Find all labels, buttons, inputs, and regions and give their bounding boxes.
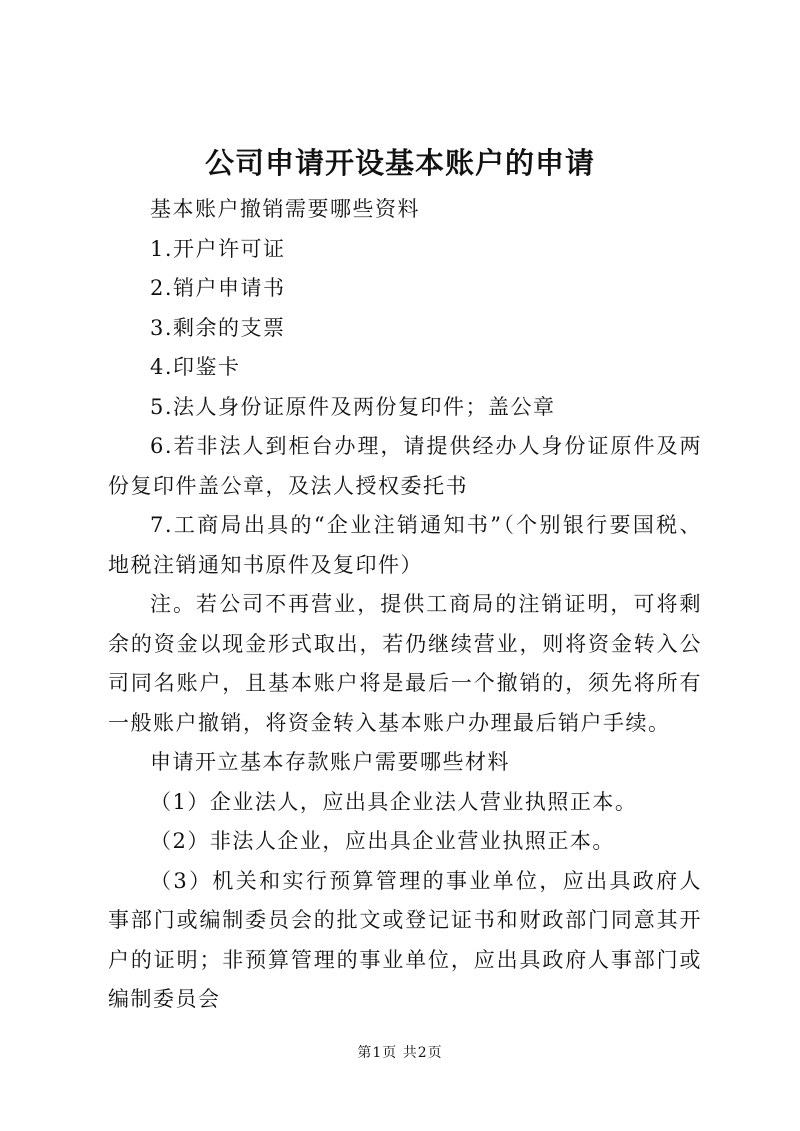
list-item: 6.若非法人到柜台办理，请提供经办人身份证原件及两份复印件盖公章，及法人授权委托书 <box>108 434 702 498</box>
document-body <box>108 190 702 1020</box>
list-item: 7.工商局出具的“企业注销通知书”（个别银行要国税、地税注销通知书原件及复印件） <box>108 513 702 577</box>
list-item: 3.剩余的支票 <box>150 315 286 340</box>
page-number-footer: 第1页 共2页 <box>357 1045 443 1061</box>
list-item: （1）企业法人，应出具企业法人营业执照正本。 <box>150 789 638 814</box>
section-heading-open-materials: 申请开立基本存款账户需要哪些材料 <box>150 750 510 774</box>
list-item: 5.法人身份证原件及两份复印件；盖公章 <box>150 394 556 419</box>
document-title: 公司申请开设基本账户的申请 <box>204 146 595 180</box>
list-item: 4.印鉴卡 <box>150 355 241 379</box>
note-paragraph: 注。若公司不再营业，提供工商局的注销证明，可将剩余的资金以现金形式取出，若仍继续营业，则将资金转入公司同名账户，且基本账户将是最后一个撤销的，须先将所有一般账户撤销，将资金转入基本账户办理最后销户手续。 <box>108 592 702 735</box>
list-item: （2）非法人企业，应出具企业营业执照正本。 <box>150 829 615 853</box>
list-item: （3）机关和实行预算管理的事业单位，应出具政府人事部门或编制委员会的批文或登记证书和财政部门同意其开户的证明；非预算管理的事业单位，应出具政府人事部门或编制委员会 <box>108 868 702 1011</box>
list-item: 1.开户许可证 <box>150 236 286 261</box>
section-heading-cancel-materials: 基本账户撤销需要哪些资料 <box>150 197 420 221</box>
list-item: 2.销户申请书 <box>150 276 286 300</box>
